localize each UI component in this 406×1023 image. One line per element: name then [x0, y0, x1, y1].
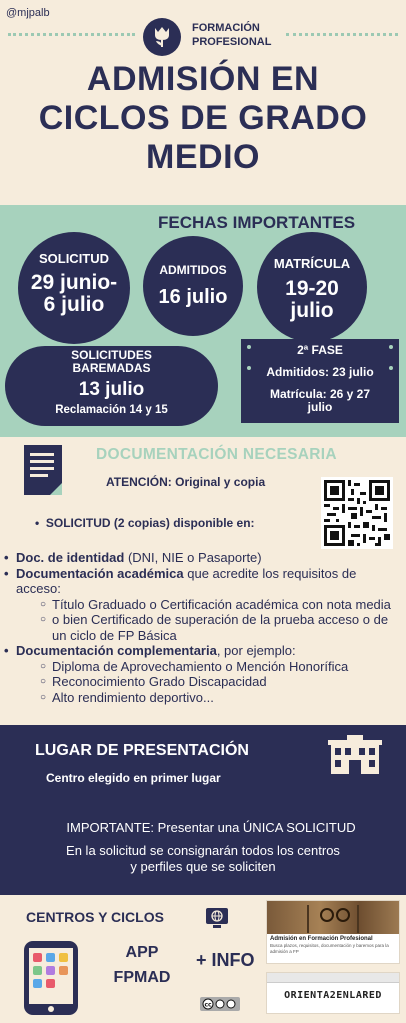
documentation-list: [4, 550, 404, 705]
item-bold: Documentación académica: [16, 565, 184, 581]
admitidos-label: ADMITIDOS: [159, 263, 227, 277]
list-item: [4, 550, 404, 566]
app-line-1: APP: [125, 944, 159, 961]
solicitud-label: SOLICITUD: [38, 251, 110, 266]
page-title: [0, 60, 406, 177]
atencion-text: ATENCIÓN: Original y copia: [106, 475, 266, 489]
consignar-text: [0, 843, 406, 875]
matricula-label: MATRÍCULA: [273, 256, 351, 271]
importante-text: IMPORTANTE: Presentar una ÚNICA SOLICITUD: [66, 820, 356, 835]
sub-list-item: ○ Reconocimiento Grado Discapacidad: [40, 674, 404, 690]
consignar-line-1: En la solicitud se consignarán todos los centros: [66, 843, 340, 858]
bullet-icon: •: [35, 516, 46, 530]
thumb-topbar: [267, 973, 399, 983]
fase-title: 2ª FASE: [297, 343, 343, 357]
admitidos-date: 16 julio: [158, 286, 228, 308]
item-text: que acredite los requisitos de acceso:: [16, 565, 357, 596]
corner-dot: [247, 366, 251, 370]
fase-matricula-line-1: Matrícula: 26 y 27: [269, 387, 371, 401]
qr-code[interactable]: [321, 477, 393, 549]
admitidos-date-circle: [143, 236, 243, 336]
baremadas-label-2: BAREMADAS: [72, 361, 151, 375]
item-bold: Documentación complementaria: [16, 643, 217, 658]
author-handle: @mjpalb: [6, 7, 50, 19]
tulip-icon: [143, 18, 181, 56]
thumb-brand: ORIENTA2ENLARED: [284, 990, 382, 1001]
fase-matricula-line-2: julio: [307, 400, 333, 414]
admision-link-thumbnail[interactable]: [266, 900, 400, 964]
item-bold: Doc. de identidad: [16, 550, 125, 565]
corner-dot: [247, 345, 251, 349]
thumb-text: Busca plazos, requisitos, documentación y baremos para la admisión a FP: [270, 943, 389, 954]
orienta2enlared-link-thumbnail[interactable]: [266, 972, 400, 1014]
app-line-2: FPMAD: [113, 969, 171, 986]
reclamacion-text: Reclamación 14 y 15: [55, 404, 168, 416]
thumb-title: Admisión en Formación Profesional: [270, 936, 373, 942]
document-icon: [22, 443, 66, 499]
title-line-2: CICLOS DE GRADO: [38, 99, 368, 137]
matricula-date-line-2: julio: [290, 299, 334, 322]
solicitud-copias-text: [35, 516, 255, 530]
documentation-title: DOCUMENTACIÓN NECESARIA: [96, 446, 337, 463]
title-line-3: MEDIO: [146, 138, 260, 176]
solicitud-date-line-2: 6 julio: [43, 293, 105, 316]
list-item: [4, 643, 404, 705]
segunda-fase-box: [241, 339, 399, 423]
item-text: (DNI, NIE o Pasaporte): [124, 550, 262, 565]
building-icon: [327, 734, 383, 778]
list-item: [4, 566, 404, 644]
solicitud-date-circle: [18, 232, 130, 344]
matricula-date-circle: [257, 232, 367, 342]
solicitud-date-line-1: 29 junio-: [30, 271, 118, 294]
baremadas-date: 13 julio: [78, 379, 145, 400]
matricula-date-line-1: 19-20: [285, 277, 339, 300]
sub-list-item: ○ Alto rendimiento deportivo...: [40, 690, 404, 706]
dotted-divider-left: [8, 33, 135, 36]
svg-text:cc: cc: [204, 1001, 212, 1009]
sub-list-item: ○ Título Graduado o Certificación académica con nota media: [40, 597, 404, 613]
lugar-subtitle: Centro elegido en primer lugar: [46, 771, 221, 785]
dotted-divider-right: [286, 33, 398, 36]
fp-brand-text: [192, 21, 271, 49]
fp-line-1: FORMACIÓN: [192, 22, 260, 34]
more-info-label: + INFO: [196, 950, 255, 970]
smartphone-icon: [22, 939, 80, 1017]
centros-title: CENTROS Y CICLOS: [26, 909, 164, 925]
sub-list-item: ○ Diploma de Aprovechamiento o Mención Honorífica: [40, 659, 404, 675]
corner-dot: [389, 366, 393, 370]
web-globe-icon[interactable]: [205, 906, 229, 930]
lugar-title: LUGAR DE PRESENTACIÓN: [35, 742, 249, 759]
dates-title: FECHAS IMPORTANTES: [158, 213, 356, 232]
title-line-1: ADMISIÓN EN: [86, 60, 320, 98]
consignar-line-2: y perfiles que se soliciten: [130, 859, 276, 874]
baremadas-label-1: SOLICITUDES: [71, 348, 152, 362]
corner-dot: [389, 345, 393, 349]
creative-commons-icon: [200, 997, 240, 1011]
fp-line-2: PROFESIONAL: [192, 36, 272, 48]
solicitud-copias-label: SOLICITUD (2 copias) disponible en:: [45, 516, 255, 530]
item-text: , por ejemplo:: [216, 643, 296, 658]
sub-list-item: ○ o bien Certificado de superación de la prueba acceso o de un ciclo de FP Básica: [40, 612, 404, 643]
fase-admitidos: Admitidos: 23 julio: [266, 365, 374, 379]
app-fpmad-label: [97, 940, 187, 990]
baremadas-pill: [5, 346, 218, 426]
door-photo: [267, 901, 399, 934]
